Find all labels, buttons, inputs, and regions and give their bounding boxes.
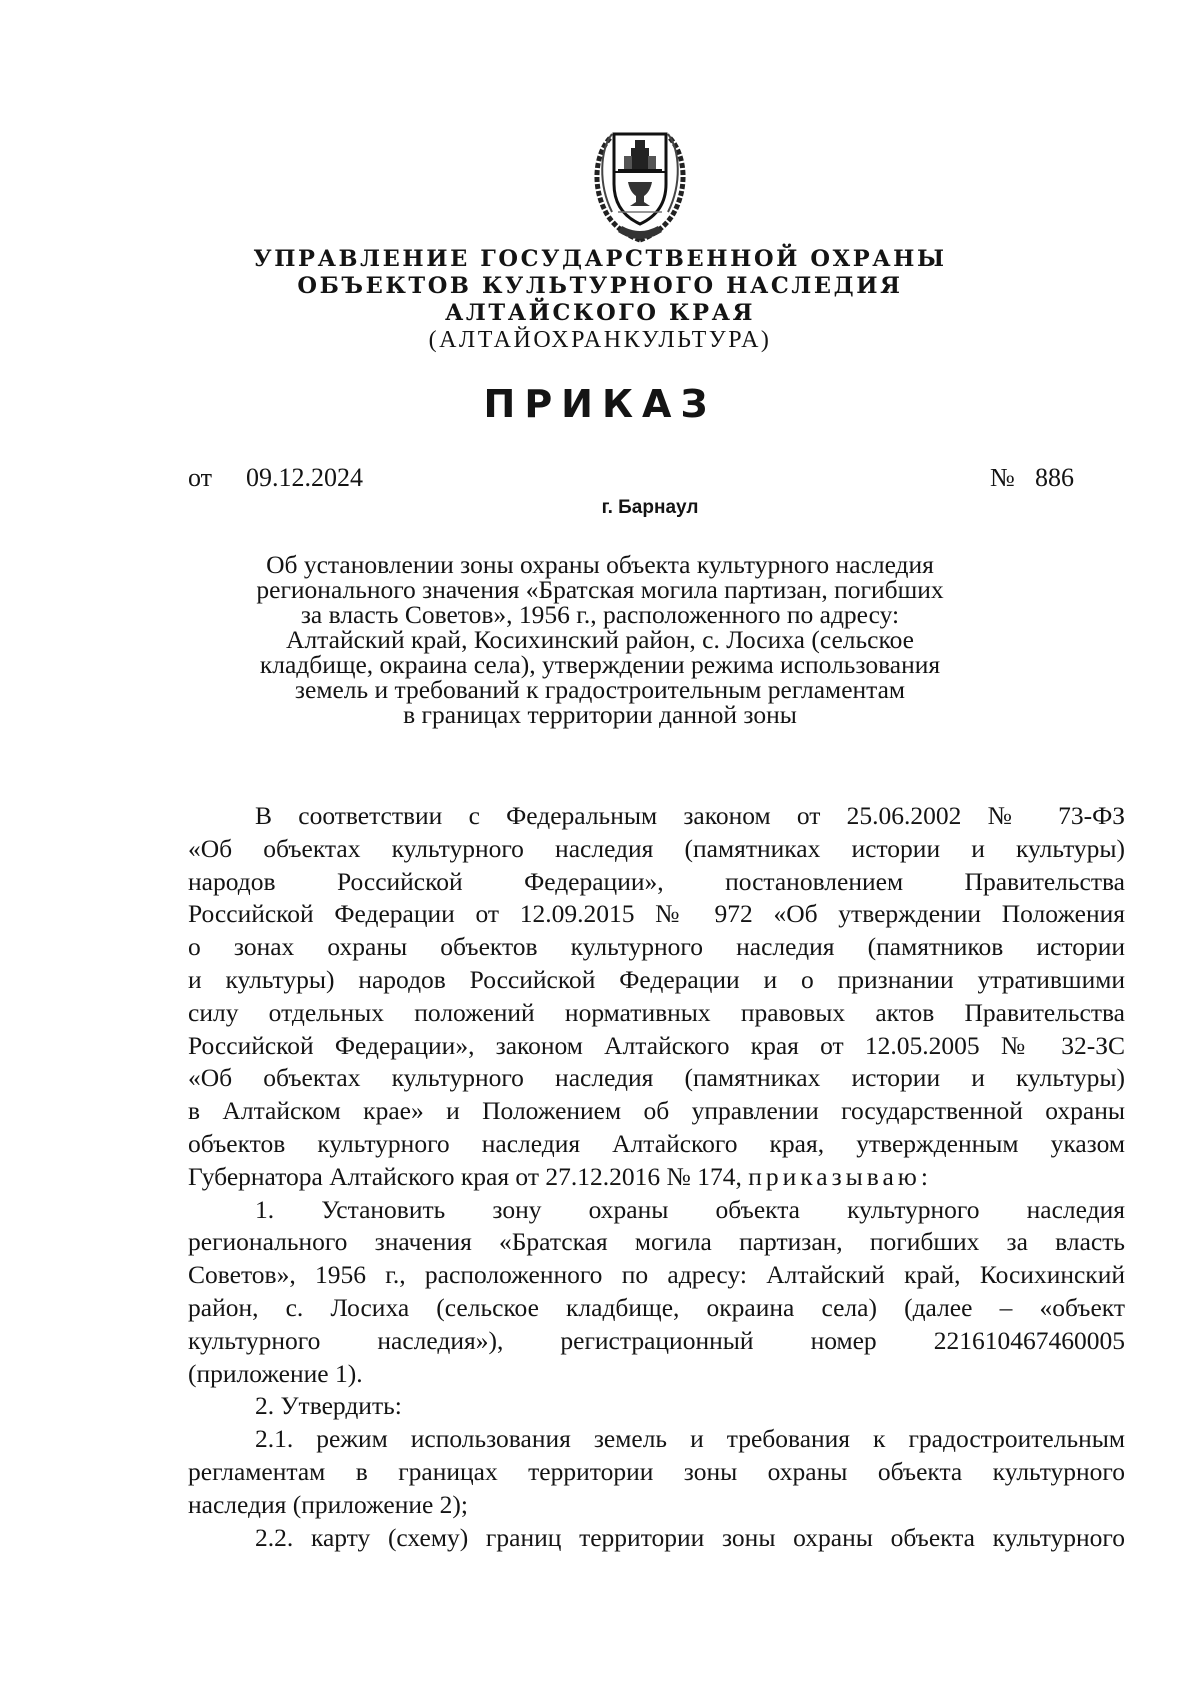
- document-number: 886: [1035, 463, 1074, 492]
- body-line: Советов», 1956 г., расположенного по адресу: Алтайский край, Косихинский: [188, 1260, 1125, 1290]
- body-line: 2. Утвердить:: [255, 1391, 402, 1421]
- agency-line-1: УПРАВЛЕНИЕ ГОСУДАРСТВЕННОЙ ОХРАНЫ: [253, 246, 947, 272]
- body-line: регионального значения «Братская могила партизан, погибших за власть: [188, 1227, 1125, 1257]
- body-line: «Об объектах культурного наследия (памятниках истории и культуры): [188, 833, 1125, 863]
- body-line: народов Российской Федерации», постановлением Правительства: [188, 866, 1125, 896]
- subject-line: за власть Советов», 1956 г., расположенного по адресу:: [300, 600, 900, 629]
- body-line: район, с. Лосиха (сельское кладбище, окраина села) (далее – «объект: [188, 1292, 1125, 1322]
- document-type-title: ПРИКАЗ: [483, 382, 717, 426]
- body-line: 2.2. карту (схему) границ территории зоны охраны объекта культурного: [255, 1522, 1125, 1552]
- body-line: культурного наследия»), регистрационный номер 221610467460005: [188, 1325, 1125, 1355]
- subject-line: Алтайский край, Косихинский район, с. Лосиха (сельское: [286, 625, 914, 654]
- body-line: «Об объектах культурного наследия (памятниках истории и культуры): [188, 1063, 1125, 1093]
- subject-line: регионального значения «Братская могила партизан, погибших: [256, 575, 944, 604]
- body-line: регламентам в границах территории зоны охраны объекта культурного: [188, 1456, 1125, 1486]
- body-line: о зонах охраны объектов культурного наследия (памятников истории: [188, 932, 1125, 962]
- subject-line: Об установлении зоны охраны объекта культурного наследия: [266, 550, 934, 579]
- agency-heading: [200, 246, 1000, 354]
- agency-line-3: АЛТАЙСКОГО КРАЯ: [444, 300, 756, 326]
- body-line: силу отдельных положений нормативных правовых актов Правительства: [188, 997, 1125, 1027]
- body-line: 2.1. режим использования земель и требования к градостроительным: [255, 1424, 1125, 1454]
- number-label: №: [990, 463, 1015, 492]
- agency-short-name: (АЛТАЙОХРАНКУЛЬТУРА): [428, 327, 772, 353]
- body-line: 1. Установить зону охраны объекта культурного наследия: [255, 1194, 1125, 1224]
- subject-block: [200, 552, 1000, 727]
- city: г. Барнаул: [601, 497, 699, 518]
- body-line: объектов культурного наследия Алтайского края, утвержденным указом: [188, 1128, 1125, 1158]
- order-body: [188, 800, 1125, 1554]
- body-line: (приложение 1).: [188, 1358, 363, 1388]
- body-line: Российской Федерации», законом Алтайского края от 12.05.2005 № 32-ЗС: [188, 1030, 1125, 1060]
- body-line: [188, 1161, 1125, 1194]
- document-date: 09.12.2024: [246, 463, 363, 492]
- body-line: Российской Федерации от 12.09.2015 № 972 «Об утверждении Положения: [188, 899, 1125, 929]
- coat-of-arms-icon: [588, 120, 692, 244]
- subject-line: кладбище, окраина села), утверждении режима использования: [259, 650, 941, 679]
- body-line: в Алтайском крае» и Положением об управлении государственной охраны: [188, 1096, 1125, 1126]
- body-line: наследия (приложение 2);: [188, 1489, 469, 1519]
- body-line: В соответствии с Федеральным законом от 25.06.2002 № 73-ФЗ: [255, 801, 1125, 830]
- date-label: от: [188, 463, 213, 492]
- body-line: и культуры) народов Российской Федерации и о признании утратившими: [188, 964, 1125, 994]
- agency-line-2: ОБЪЕКТОВ КУЛЬТУРНОГО НАСЛЕДИЯ: [297, 273, 903, 299]
- subject-line: в границах территории данной зоны: [403, 700, 797, 729]
- order-word: приказываю:: [748, 1161, 932, 1191]
- body-line-text: Губернатора Алтайского края от 27.12.2016 № 174,: [188, 1161, 742, 1191]
- subject-line: земель и требований к градостроительным регламентам: [294, 675, 906, 704]
